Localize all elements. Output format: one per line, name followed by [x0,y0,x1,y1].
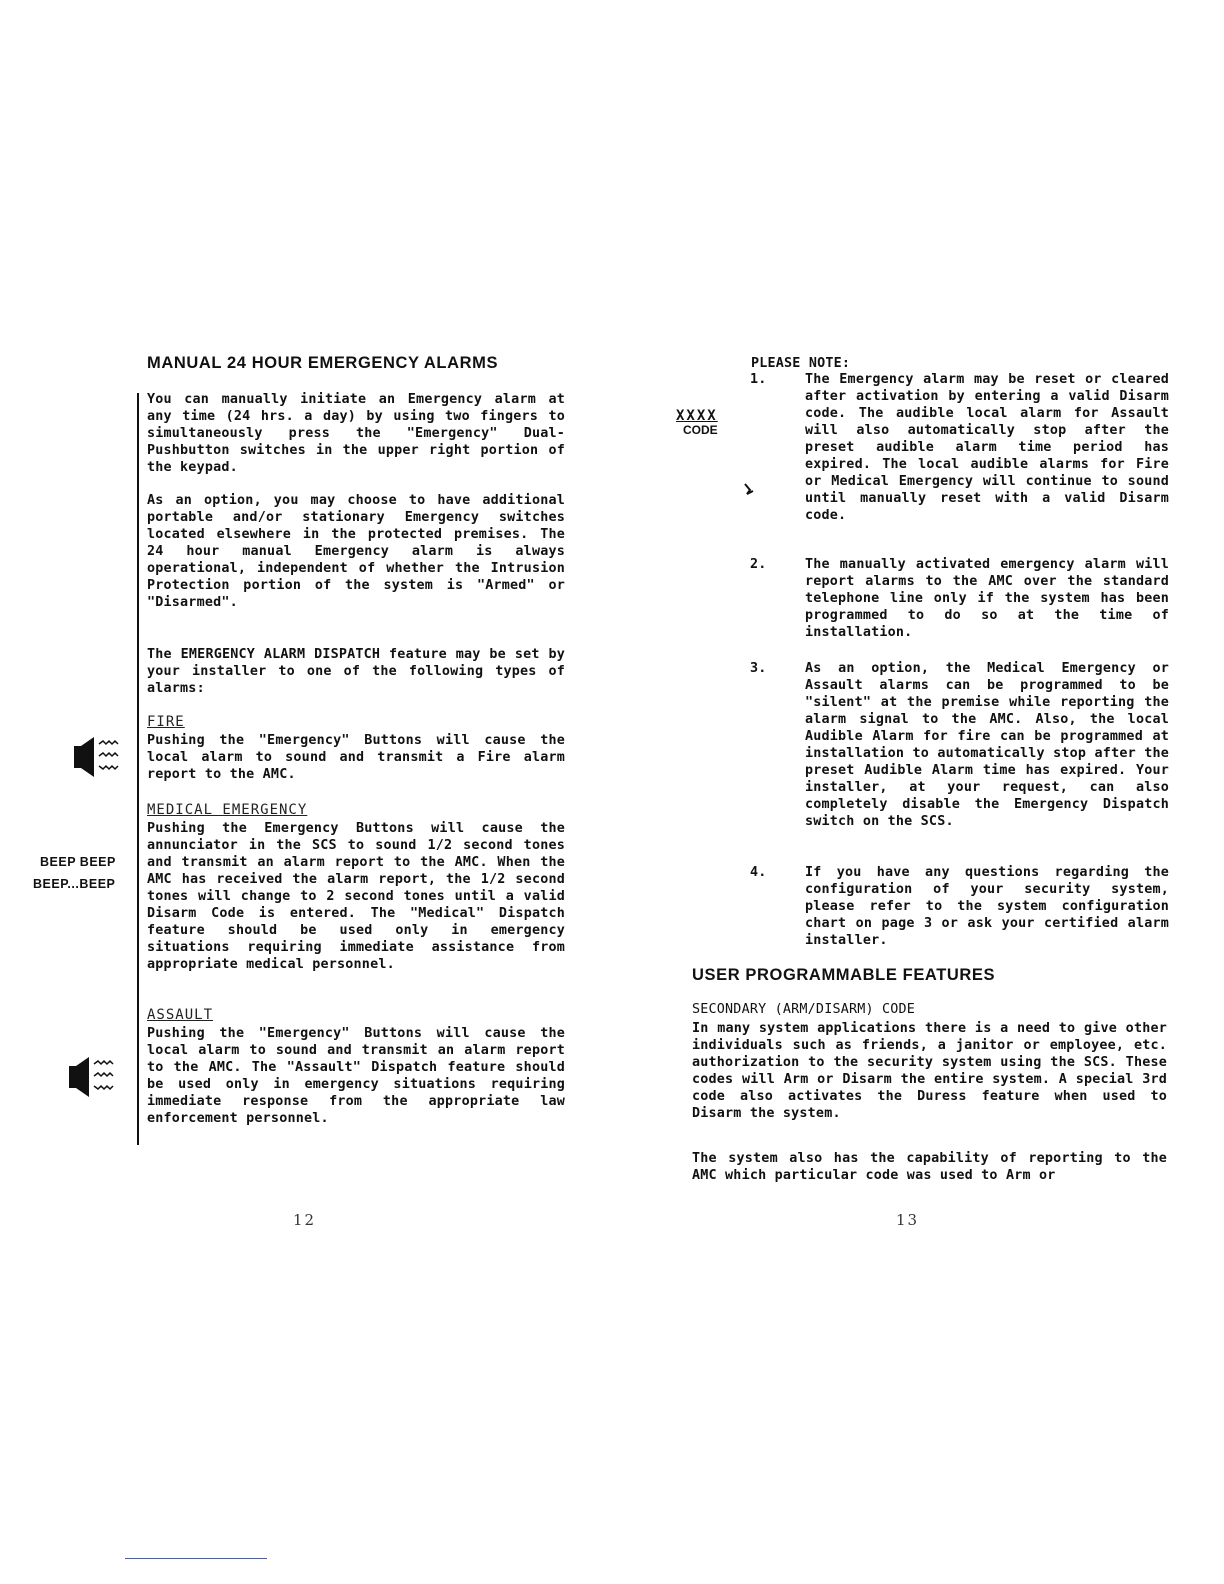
medical-title: MEDICAL EMERGENCY [147,802,308,818]
speaker-alarm-icon [72,734,122,780]
code-label: CODE [683,423,718,437]
margin-bar [137,393,139,1145]
code-xs: XXXX [676,408,718,424]
please-note: PLEASE NOTE: [751,356,851,371]
speaker-alarm-icon [67,1054,117,1100]
note-item-4: If you have any questions regarding the configuration of your security system, please refer to the system configuration chart on page 3 or ask your certified alarm installer. [805,865,1169,948]
left-paragraph-2: As an option, you may choose to have additional portable and/or stationary Emergency switches located elsewhere in the protected premises. The 24 hour manual Emergency alarm is always operational, independent of whether the Intrusion Protection portion of the system is "Armed" or "Disarmed". [147,493,565,610]
page-number-right: 13 [896,1211,920,1229]
beep-label-2: BEEP...BEEP [33,877,116,891]
medical-text: Pushing the Emergency Buttons will cause the annunciator in the SCS to sound 1/2 second tones and transmit an alarm report to the AMC. When the AMC has received the alarm report, the 1/2 second tones will change to 2 second tones until a valid Disarm Code is entered. The "Medical" Dispatch feature should be used only in emergency situations requiring immediate assistance from appropriate medical personnel. [147,821,565,972]
note-item-2: The manually activated emergency alarm will report alarms to the AMC over the standard telephone line only if the system has been programmed to do so at the time of installation. [805,557,1169,640]
secondary-paragraph-1: In many system applications there is a need to give other individuals such as friends, a janitor or employee, etc. authorization to the security system using the SCS. These codes will Arm or Disarm the entire system. A special 3rd code also activates the Duress feature when used to Disarm the system. [692,1021,1167,1121]
fire-text: Pushing the "Emergency" Buttons will cause the local alarm to sound and transmit a Fire alarm report to the AMC. [147,733,565,782]
note-number-4: 4. [750,865,767,880]
left-paragraph-3: The EMERGENCY ALARM DISPATCH feature may be set by your installer to one of the following types of alarms: [147,647,565,696]
fire-title: FIRE [147,714,185,730]
note-number-3: 3. [750,661,767,676]
left-heading: MANUAL 24 HOUR EMERGENCY ALARMS [147,354,499,372]
note-item-3: As an option, the Medical Emergency or Assault alarms can be programmed to be "silent" at the premise while reporting the alarm signal to the AMC. Also, the local Audible Alarm for fire can be programmed at installation to automatically stop after the preset Audible Alarm time has expired. Your installer, at your request, can also completely disable the Emergency Dispatch switch on the SCS. [805,661,1169,829]
assault-title: ASSAULT [147,1007,214,1023]
right-heading: USER PROGRAMMABLE FEATURES [692,966,996,984]
note-item-1: The Emergency alarm may be reset or cleared after activation by entering a valid Disarm code. The audible local alarm for Assault will also automatically stop after the preset audible alarm time period has expired. The local audible alarms for Fire or Medical Emergency will continue to sound until manually reset with a valid Disarm code. [805,372,1169,523]
beep-label-1: BEEP BEEP [40,855,116,869]
assault-text: Pushing the "Emergency" Buttons will cause the local alarm to sound and transmit an alarm report to the AMC. The "Assault" Dispatch feature should be used only in emergency situations requiring immediate response from the appropriate law enforcement personnel. [147,1026,565,1126]
check-mark-icon [744,482,754,496]
page-number-left: 12 [293,1211,317,1229]
secondary-code-title: SECONDARY (ARM/DISARM) CODE [692,1002,916,1017]
secondary-paragraph-2: The system also has the capability of reporting to the AMC which particular code was used to Arm or [692,1151,1167,1183]
note-number-1: 1. [750,372,767,387]
note-number-2: 2. [750,557,767,572]
left-paragraph-1: You can manually initiate an Emergency alarm at any time (24 hrs. a day) by using two fingers to simultaneously press the "Emergency" Dual-Pushbutton switches in the upper right portion of the keypad. [147,392,565,475]
bottom-rule [125,1558,267,1559]
